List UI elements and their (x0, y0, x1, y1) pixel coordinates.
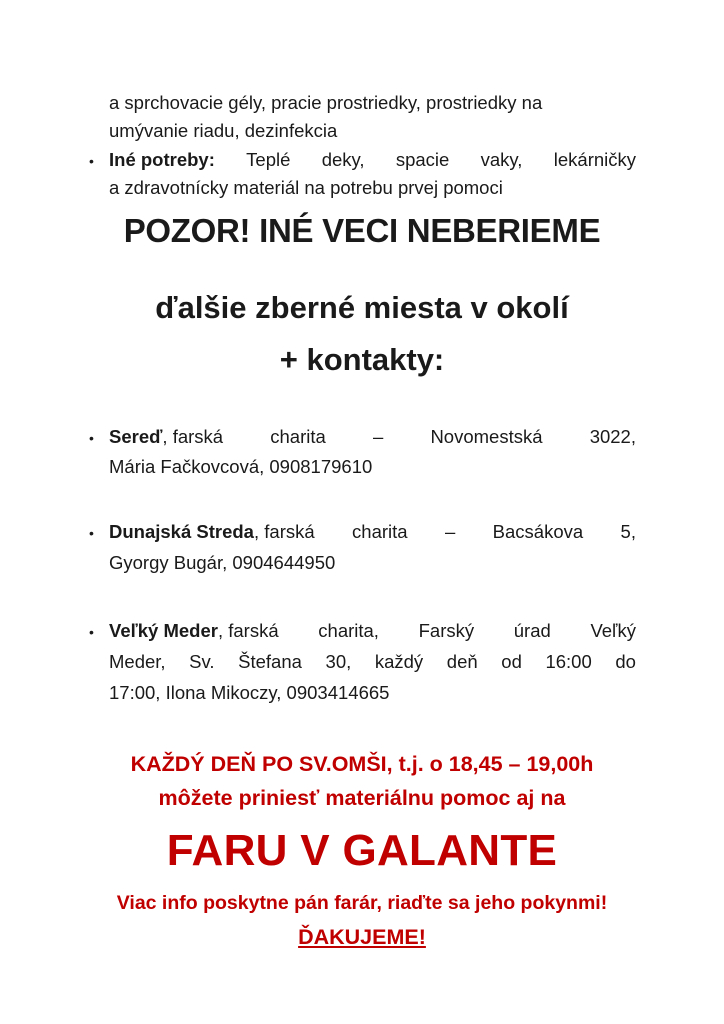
location-word: úrad (513, 620, 551, 641)
location-word: charita, (318, 620, 379, 641)
other-needs-word: deky, (321, 149, 365, 170)
location-word: Veľký (590, 620, 636, 641)
other-needs-word: Teplé (246, 149, 291, 170)
location-word: každý (374, 651, 424, 672)
location-dunajska-line-1 (109, 520, 636, 544)
location-velky-meder-line-2 (109, 650, 636, 674)
other-needs-line-1 (109, 148, 636, 172)
footer-info: Viac info poskytne pán farár, riaďte sa jeho pokynmi! (116, 892, 608, 914)
footer-schedule: KAŽDÝ DEŇ PO SV.OMŠI, t.j. o 18,45 – 19,00h (130, 752, 594, 776)
other-needs-line-2: a zdravotnícky materiál na potrebu prvej pomoci (109, 177, 503, 198)
location-word: , farská (217, 620, 279, 641)
bullet-icon: • (89, 430, 94, 446)
location-word: Sv. (189, 651, 215, 672)
other-needs-label: Iné potreby: (109, 149, 215, 170)
locations-heading-line-2: + kontakty: (279, 342, 445, 377)
bullet-icon: • (89, 153, 94, 169)
location-word: charita (352, 521, 408, 542)
bullet-icon: • (89, 525, 94, 541)
supplies-continuation-line-1: a sprchovacie gély, pracie prostriedky, prostriedky na (109, 92, 543, 113)
footer-thanks: ĎAKUJEME! (298, 925, 426, 949)
location-word: deň (446, 651, 478, 672)
location-word: – (372, 426, 384, 447)
location-sered-line-1 (109, 425, 636, 449)
location-dunajska-contact: Gyorgy Bugár, 0904644950 (109, 552, 336, 573)
location-name: Dunajská Streda (109, 521, 254, 542)
other-needs-word: spacie (395, 149, 450, 170)
other-needs-word: vaky, (480, 149, 523, 170)
locations-heading-line-1: ďalšie zberné miesta v okolí (155, 290, 569, 325)
footer-big-heading: FARU V GALANTE (166, 826, 558, 875)
location-sered-contact: Mária Fačkovcová, 0908179610 (109, 456, 373, 477)
location-word: Meder, (109, 651, 166, 672)
location-word: od (501, 651, 522, 672)
location-word: 3022, (589, 426, 636, 447)
bullet-icon: • (89, 624, 94, 640)
location-word: Farský (418, 620, 475, 641)
location-word: 16:00 (545, 651, 592, 672)
other-needs-word: lekárničky (553, 149, 636, 170)
location-name: Sereď (109, 426, 163, 447)
location-velky-meder-line-1 (109, 619, 636, 643)
location-word: Štefana (238, 651, 302, 672)
warning-heading: POZOR! INÉ VECI NEBERIEME (123, 212, 601, 249)
location-word: charita (270, 426, 326, 447)
location-word: 5, (620, 521, 636, 542)
location-word: 30, (325, 651, 352, 672)
location-word: do (615, 651, 636, 672)
location-word: , farská (162, 426, 224, 447)
location-word: , farská (253, 521, 315, 542)
location-name: Veľký Meder (109, 620, 218, 641)
location-word: Bacsákova (492, 521, 584, 542)
supplies-continuation-line-2: umývanie riadu, dezinfekcia (109, 120, 338, 141)
footer-bring-help: môžete priniesť materiálnu pomoc aj na (158, 786, 566, 810)
location-word: – (444, 521, 456, 542)
location-velky-meder-contact: 17:00, Ilona Mikoczy, 0903414665 (109, 682, 390, 703)
location-word: Novomestská (430, 426, 543, 447)
